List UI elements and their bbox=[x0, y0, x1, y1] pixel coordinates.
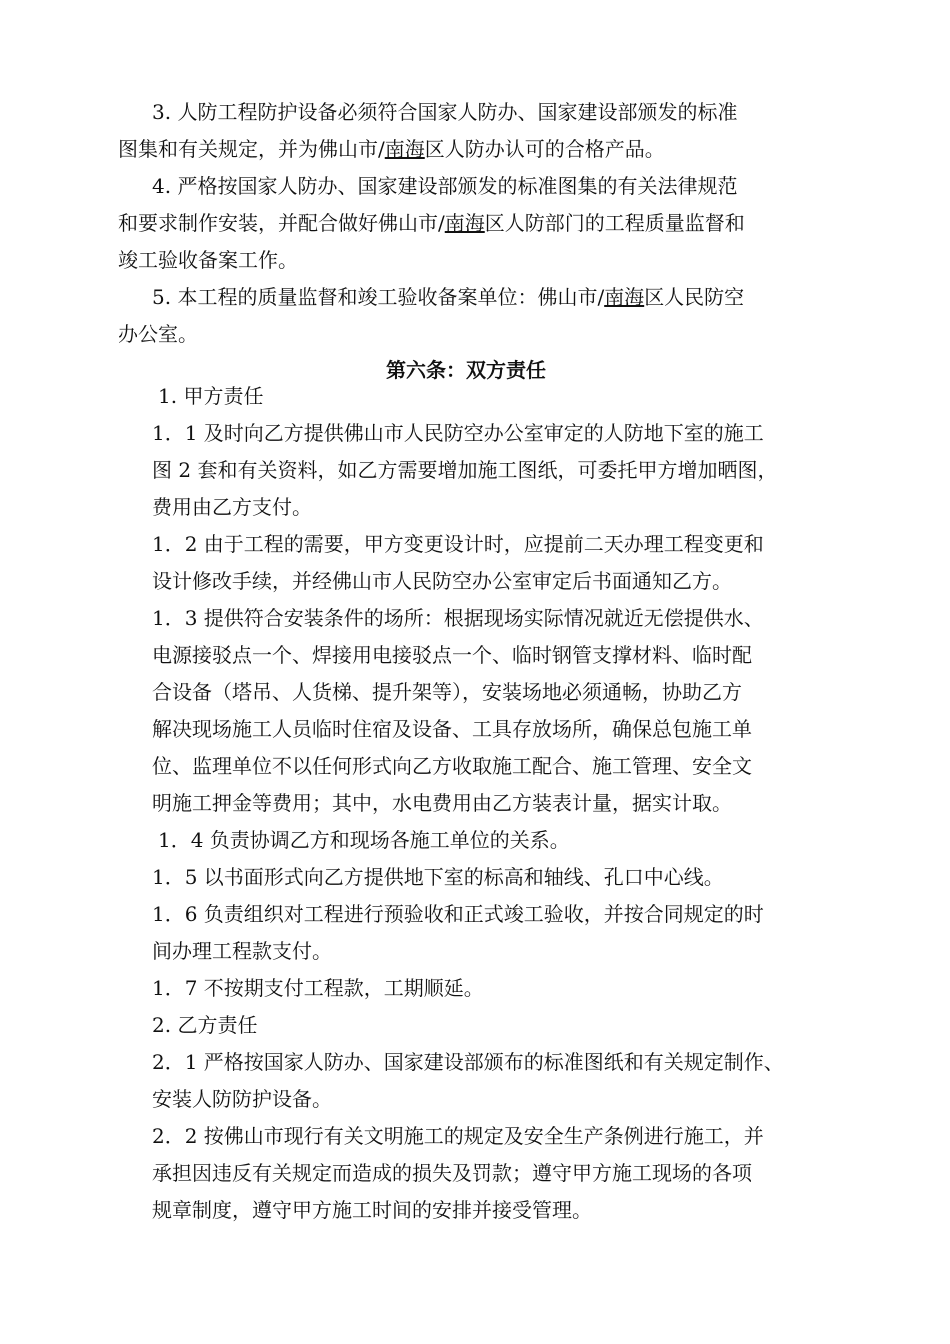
item-4-line-3: 竣工验收备案工作。 bbox=[118, 248, 298, 272]
item-5-line-1-pre: 5. 本工程的质量监督和竣工验收备案单位：佛山市/ bbox=[152, 285, 605, 309]
item-1-6-line-1: 1．6 负责组织对工程进行预验收和正式竣工验收，并按合同规定的时 bbox=[152, 902, 764, 926]
item-3-line-2-post: 区人防办认可的合格产品。 bbox=[424, 137, 665, 161]
item-4-underlined-district: 南海 bbox=[444, 211, 485, 235]
item-1-3-line-4: 解决现场施工人员临时住宿及设备、工具存放场所，确保总包施工单 bbox=[152, 717, 752, 741]
item-5-line-2: 办公室。 bbox=[118, 322, 198, 346]
item-3-line-2 bbox=[118, 137, 665, 161]
item-5-line-1 bbox=[152, 285, 744, 309]
item-1-1-line-2: 图 2 套和有关资料，如乙方需要增加施工图纸，可委托甲方增加晒图， bbox=[152, 458, 778, 482]
item-4-line-1: 4. 严格按国家人防办、国家建设部颁发的标准图集的有关法律规范 bbox=[152, 174, 738, 198]
item-1-3-line-2: 电源接驳点一个、焊接用电接驳点一个、临时钢管支撑材料、临时配 bbox=[152, 643, 752, 667]
item-2-2-line-1: 2．2 按佛山市现行有关文明施工的规定及安全生产条例进行施工，并 bbox=[152, 1124, 764, 1148]
party-a-heading: 1. 甲方责任 bbox=[158, 384, 264, 408]
item-3-underlined-district: 南海 bbox=[384, 137, 425, 161]
item-1-2-line-1: 1．2 由于工程的需要，甲方变更设计时，应提前二天办理工程变更和 bbox=[152, 532, 764, 556]
item-5-underlined-district: 南海 bbox=[604, 285, 645, 309]
item-1-6-line-2: 间办理工程款支付。 bbox=[152, 939, 332, 963]
item-1-3-line-3: 合设备（塔吊、人货梯、提升架等），安装场地必须通畅，协助乙方 bbox=[152, 680, 742, 704]
item-1-1-line-3: 费用由乙方支付。 bbox=[152, 495, 312, 519]
item-1-1-line-1: 1．1 及时向乙方提供佛山市人民防空办公室审定的人防地下室的施工 bbox=[152, 421, 764, 445]
item-1-3-line-1: 1．3 提供符合安装条件的场所：根据现场实际情况就近无偿提供水、 bbox=[152, 606, 764, 630]
item-1-4-line-1: 1．4 负责协调乙方和现场各施工单位的关系。 bbox=[158, 828, 570, 852]
item-1-7-line-1: 1．7 不按期支付工程款，工期顺延。 bbox=[152, 976, 484, 1000]
item-5-line-1-post: 区人民防空 bbox=[644, 285, 745, 309]
item-1-2-line-2: 设计修改手续，并经佛山市人民防空办公室审定后书面通知乙方。 bbox=[152, 569, 732, 593]
item-4-line-2 bbox=[118, 211, 745, 235]
item-4-line-2-pre: 和要求制作安装，并配合做好佛山市/ bbox=[118, 211, 445, 235]
item-4-line-2-post: 区人防部门的工程质量监督和 bbox=[484, 211, 745, 235]
item-2-1-line-2: 安装人防防护设备。 bbox=[152, 1087, 332, 1111]
item-1-3-line-5: 位、监理单位不以任何形式向乙方收取施工配合、施工管理、安全文 bbox=[152, 754, 752, 778]
item-2-1-line-1: 2．1 严格按国家人防办、国家建设部颁布的标准图纸和有关规定制作、 bbox=[152, 1050, 784, 1074]
item-1-5-line-1: 1．5 以书面形式向乙方提供地下室的标高和轴线、孔口中心线。 bbox=[152, 865, 724, 889]
article-6-title: 第六条：双方责任 bbox=[386, 358, 546, 382]
item-3-line-1: 3. 人防工程防护设备必须符合国家人防办、国家建设部颁发的标准 bbox=[152, 100, 738, 124]
item-1-3-line-6: 明施工押金等费用；其中，水电费用由乙方装表计量，据实计取。 bbox=[152, 791, 732, 815]
item-2-2-line-2: 承担因违反有关规定而造成的损失及罚款；遵守甲方施工现场的各项 bbox=[152, 1161, 752, 1185]
party-b-heading: 2. 乙方责任 bbox=[152, 1013, 258, 1037]
item-3-line-2-pre: 图集和有关规定，并为佛山市/ bbox=[118, 137, 385, 161]
item-2-2-line-3: 规章制度，遵守甲方施工时间的安排并接受管理。 bbox=[152, 1198, 592, 1222]
